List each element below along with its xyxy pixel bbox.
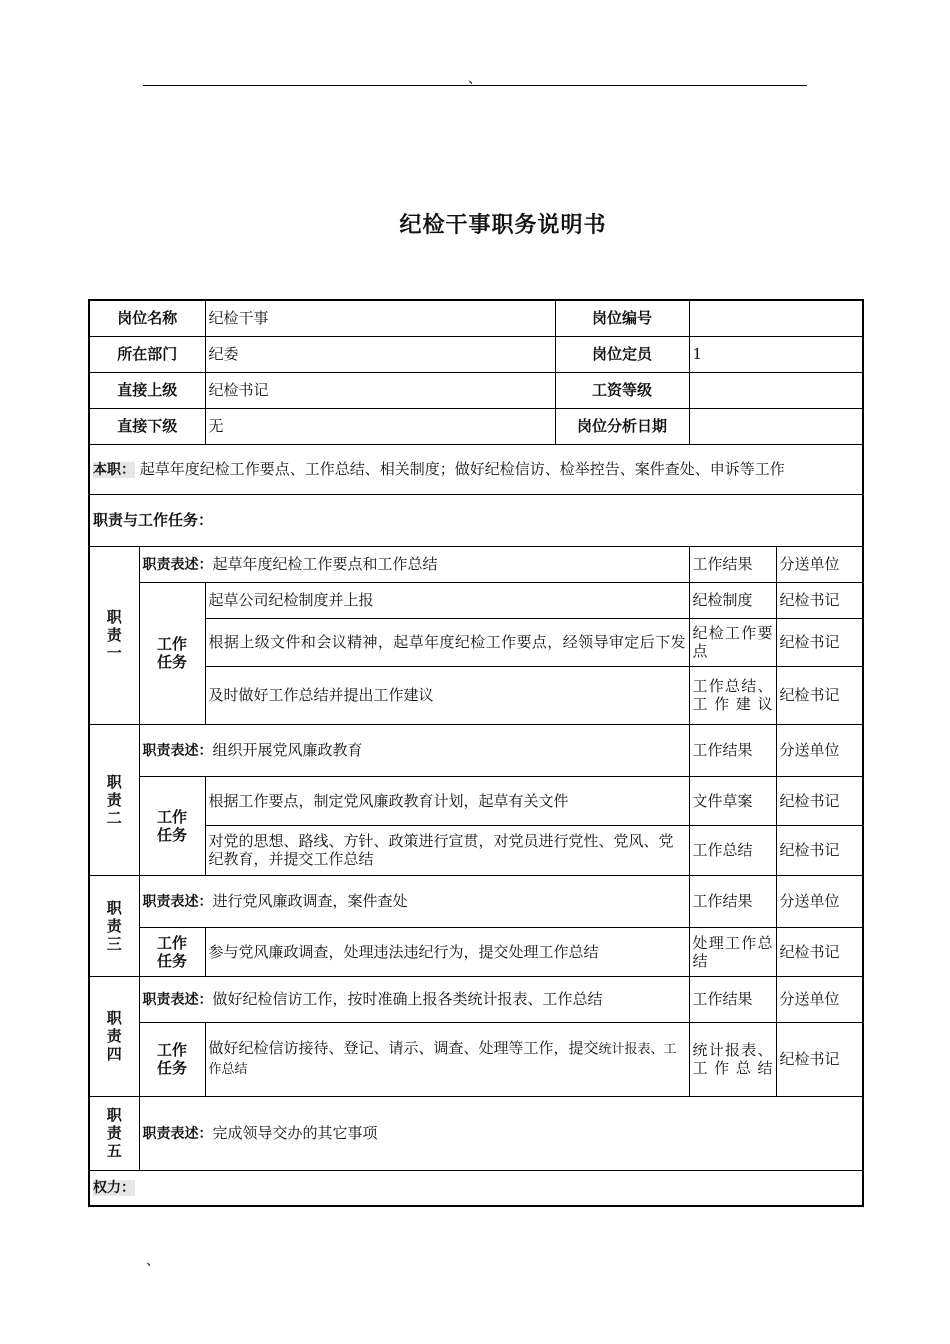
task-result: 文件草案 xyxy=(689,776,776,825)
responsibility-desc xyxy=(139,875,689,927)
info-label: 工资等级 xyxy=(555,372,689,408)
task-row xyxy=(89,927,863,976)
task-label-text: 工作任务 xyxy=(156,1041,187,1077)
info-row xyxy=(89,300,863,336)
desc-text: 完成领导交办的其它事项 xyxy=(212,1123,378,1142)
desc-label: 职责表述： xyxy=(142,991,213,1008)
desc-label: 职责表述： xyxy=(142,556,213,573)
info-row xyxy=(89,336,863,372)
task-send: 纪检书记 xyxy=(776,825,863,875)
info-label: 岗位名称 xyxy=(89,300,205,336)
document-title: 纪检干事职务说明书 xyxy=(399,213,607,238)
task-send: 纪检书记 xyxy=(776,618,863,666)
power-row xyxy=(89,1170,863,1206)
responsibility-name xyxy=(89,724,139,875)
desc-label: 职责表述： xyxy=(142,742,213,759)
task-result: 统计报表、工作总结 xyxy=(689,1022,776,1096)
task-row xyxy=(89,582,863,618)
result-header: 工作结果 xyxy=(689,546,776,582)
task-row xyxy=(89,666,863,724)
task-result: 工作总结 xyxy=(689,825,776,875)
responsibility-desc-row xyxy=(89,546,863,582)
task-result: 纪检制度 xyxy=(689,582,776,618)
footer-mark: 、 xyxy=(146,1253,160,1269)
desc-label: 职责表述： xyxy=(142,893,213,910)
info-value: 纪检干事 xyxy=(205,300,555,336)
info-value: 1 xyxy=(689,336,863,372)
info-label: 直接下级 xyxy=(89,408,205,444)
info-row xyxy=(89,408,863,444)
responsibility-name xyxy=(89,546,139,724)
info-label: 岗位编号 xyxy=(555,300,689,336)
task-text: 起草公司纪检制度并上报 xyxy=(205,582,689,618)
power-cell xyxy=(89,1170,863,1206)
task-row xyxy=(89,825,863,875)
send-header: 分送单位 xyxy=(776,875,863,927)
duty-cell xyxy=(89,444,863,494)
responsibility-name xyxy=(89,976,139,1096)
result-header: 工作结果 xyxy=(689,976,776,1022)
desc-label: 职责表述： xyxy=(142,1125,213,1142)
responsibility-name-text: 职责四 xyxy=(106,1009,122,1063)
task-label xyxy=(139,927,205,976)
info-value: 无 xyxy=(205,408,555,444)
duty-text: 起草年度纪检工作要点、工作总结、相关制度；做好纪检信访、检举控告、案件查处、申诉等工作 xyxy=(139,459,785,478)
task-row xyxy=(89,618,863,666)
info-label: 岗位分析日期 xyxy=(555,408,689,444)
send-header: 分送单位 xyxy=(776,976,863,1022)
task-row xyxy=(89,776,863,825)
task-send: 纪检书记 xyxy=(776,1022,863,1096)
responsibility-desc-row xyxy=(89,875,863,927)
header-mark: 、 xyxy=(468,71,482,87)
responsibility-desc xyxy=(139,724,689,776)
task-text: 参与党风廉政调查，处理违法违纪行为，提交处理工作总结 xyxy=(205,927,689,976)
responsibilities-heading-row xyxy=(89,494,863,546)
responsibility-desc-row xyxy=(89,724,863,776)
task-text: 根据工作要点，制定党风廉政教育计划，起草有关文件 xyxy=(205,776,689,825)
responsibility-desc-row xyxy=(89,1096,863,1170)
responsibilities-heading: 职责与工作任务： xyxy=(89,494,863,546)
task-label-text: 工作任务 xyxy=(156,635,187,671)
responsibility-name xyxy=(89,875,139,976)
info-value xyxy=(689,300,863,336)
responsibility-name-text: 职责五 xyxy=(106,1106,122,1160)
desc-text: 组织开展党风廉政教育 xyxy=(212,740,363,759)
info-row xyxy=(89,372,863,408)
info-value: 纪检书记 xyxy=(205,372,555,408)
responsibility-desc xyxy=(139,976,689,1022)
result-header: 工作结果 xyxy=(689,724,776,776)
task-text xyxy=(205,1022,689,1096)
responsibility-name-text: 职责一 xyxy=(106,608,122,662)
duty-row xyxy=(89,444,863,494)
task-send: 纪检书记 xyxy=(776,927,863,976)
task-send: 纪检书记 xyxy=(776,666,863,724)
task-result: 处理工作总结 xyxy=(689,927,776,976)
task-result: 纪检工作要点 xyxy=(689,618,776,666)
job-description-table xyxy=(88,299,864,1207)
responsibility-name-text: 职责三 xyxy=(106,898,122,953)
task-label xyxy=(139,776,205,875)
responsibility-desc-row xyxy=(89,976,863,1022)
info-label: 直接上级 xyxy=(89,372,205,408)
info-value xyxy=(689,372,863,408)
info-value xyxy=(689,408,863,444)
info-value: 纪委 xyxy=(205,336,555,372)
responsibility-name xyxy=(89,1096,139,1170)
task-text: 对党的思想、路线、方针、政策进行宣贯，对党员进行党性、党风、党纪教育，并提交工作总结 xyxy=(205,825,689,875)
info-label: 所在部门 xyxy=(89,336,205,372)
desc-text: 进行党风廉政调查，案件查处 xyxy=(212,891,408,910)
duty-label: 本职： xyxy=(93,461,135,478)
desc-text: 做好纪检信访工作，按时准确上报各类统计报表、工作总结 xyxy=(212,989,603,1008)
task-text: 及时做好工作总结并提出工作建议 xyxy=(205,666,689,724)
task-label-text: 工作任务 xyxy=(156,807,187,844)
task-row xyxy=(89,1022,863,1096)
task-label-text: 工作任务 xyxy=(156,933,187,970)
result-header: 工作结果 xyxy=(689,875,776,927)
task-text-main: 做好纪检信访接待、登记、请示、调查、处理等工作，提交 xyxy=(208,1039,599,1057)
responsibility-desc xyxy=(139,1096,863,1170)
send-header: 分送单位 xyxy=(776,546,863,582)
info-label: 岗位定员 xyxy=(555,336,689,372)
task-label xyxy=(139,582,205,724)
responsibility-name-text: 职责二 xyxy=(106,772,122,827)
task-text-small: 统计报表、工作总结 xyxy=(208,1042,677,1077)
power-label: 权力： xyxy=(93,1180,135,1197)
task-label xyxy=(139,1022,205,1096)
responsibility-desc xyxy=(139,546,689,582)
header-rule xyxy=(143,85,807,86)
task-text: 根据上级文件和会议精神，起草年度纪检工作要点，经领导审定后下发 xyxy=(205,618,689,666)
task-send: 纪检书记 xyxy=(776,582,863,618)
desc-text: 起草年度纪检工作要点和工作总结 xyxy=(212,554,438,573)
send-header: 分送单位 xyxy=(776,724,863,776)
task-result: 工作总结、工作建议 xyxy=(689,666,776,724)
task-send: 纪检书记 xyxy=(776,776,863,825)
